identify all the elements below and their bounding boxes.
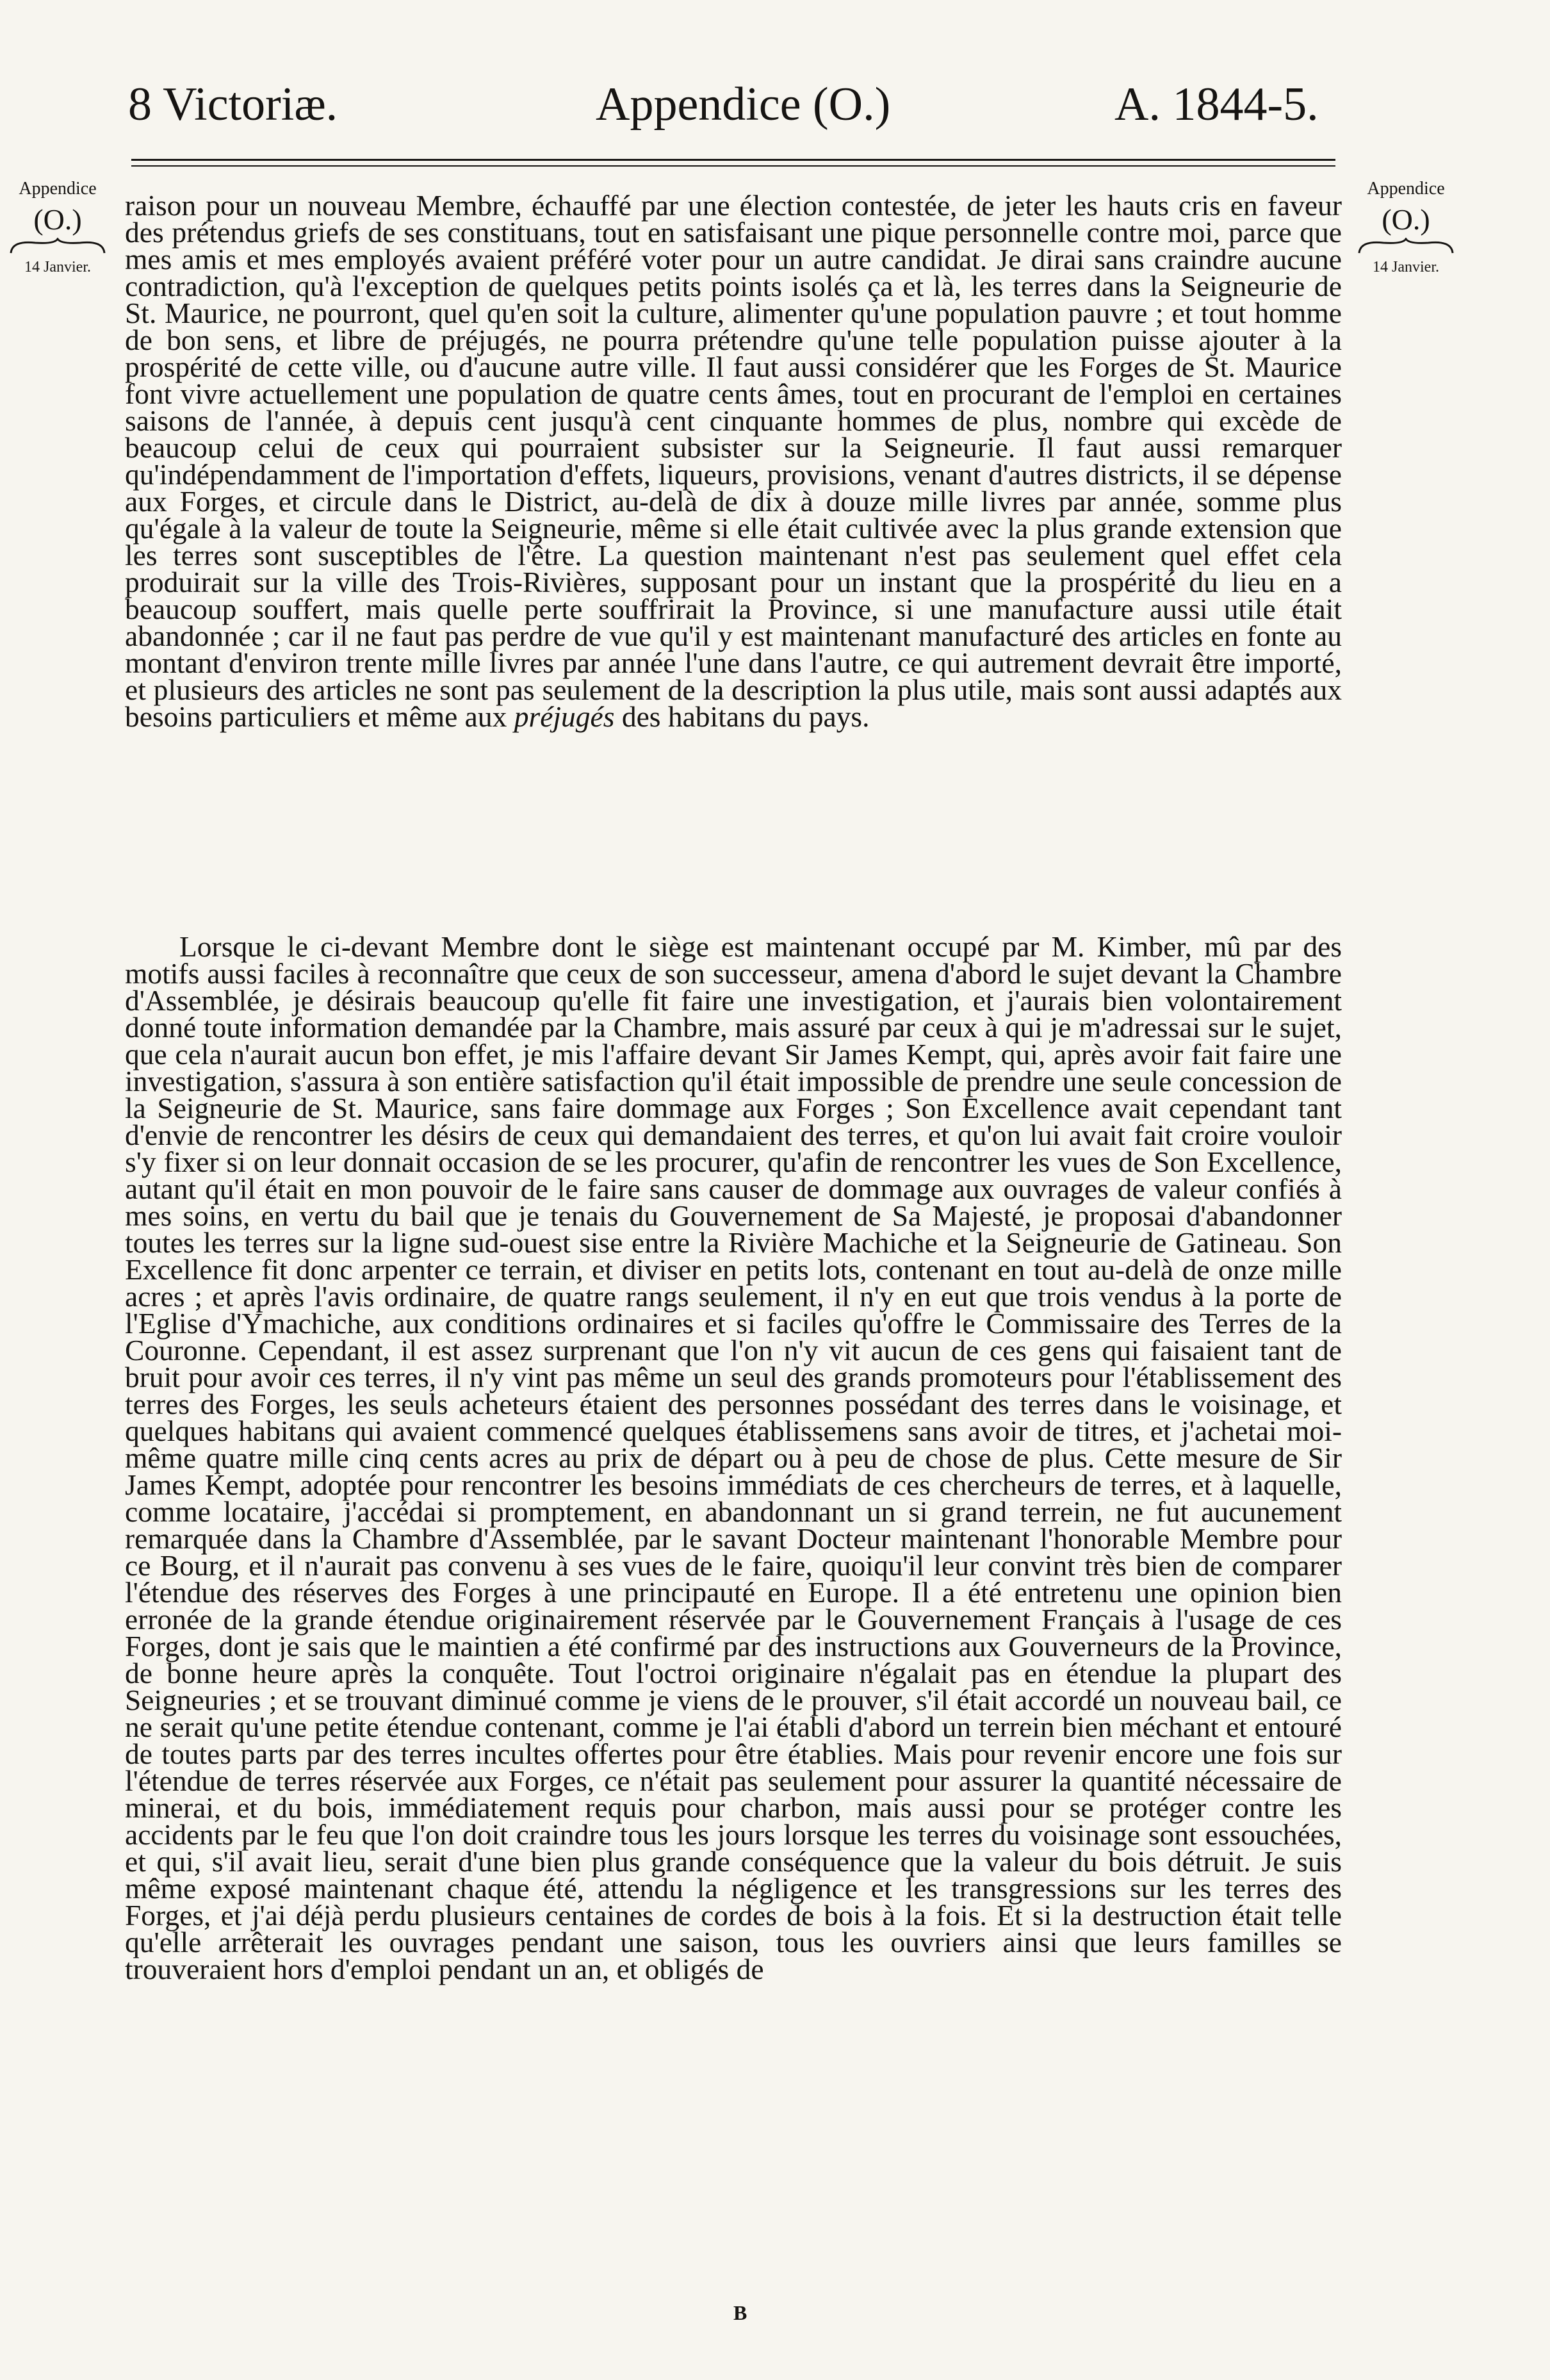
signature-mark: B <box>733 2301 747 2324</box>
paragraph-end: des habitans du pays. <box>614 700 870 733</box>
italic-word: préjugés <box>514 700 615 733</box>
header-title: Appendice (O.) <box>596 78 891 131</box>
header-rule-thin <box>131 165 1335 167</box>
margin-code: (O.) <box>1382 203 1430 236</box>
left-margin-note <box>3 176 112 280</box>
brace-icon <box>1358 238 1454 254</box>
header-session: 8 Victoriæ. <box>128 78 338 131</box>
header-year: A. 1844-5. <box>1114 78 1319 131</box>
brace-icon <box>10 238 106 254</box>
margin-code: (O.) <box>33 203 82 236</box>
running-header <box>0 69 1550 140</box>
right-margin-note <box>1348 176 1464 280</box>
paragraph-1 <box>125 189 1342 733</box>
margin-date: 14 Janvier. <box>1373 259 1439 275</box>
paragraph-text: Lorsque le ci-devant Membre dont le siège est maintenant occupé par M. Kimber, mû par des motifs aussi faciles à reconnaître que ceux de son successeur, amena d'abord le sujet devant la Chambre d'Assemblée, je désirais beaucoup qu'elle fit faire une investigation, et j'aurais bien volontairement donné toute information demandée par la Chambre, mais assuré par ceux à qui je m'adressai sur le sujet, que cela n'aurait aucun bon effet, je mis l'affaire devant Sir James Kempt, qui, après avoir fait faire une investigation, s'assura à son entière satisfaction qu'il était impossible de prendre une seule concession de la Seigneurie de St. Maurice, sans faire dommage aux Forges ; Son Excellence avait cependant tant d'envie de rencontrer les désirs de ceux qui demandaient des terres, et qu'on lui avait fait croire vouloir s'y fixer si on leur donnait occasion de se les procurer, qu'afin de rencontrer les vues de Son Excellence, autant qu'il était en mon pouvoir de le faire sans causer de dommage aux ouvrages de valeur confiés à mes soins, en vertu du bail que je tenais du Gouvernement de Sa Majesté, je proposai d'abandonner toutes les terres sur la ligne sud-ouest sise entre la Rivière Machiche et la Seigneurie de Gatineau. Son Excellence fit donc arpenter ce terrain, et diviser en petits lots, contenant en tout au-delà de onze mille acres ; et après l'avis ordinaire, de quatre rangs seulement, il n'y en eut que trois vendus à la porte de l'Eglise d'Ymachiche, aux conditions ordinaires et si faciles qu'offre le Commissaire des Terres de la Couronne. Cependant, il est assez surprenant que l'on n'y vit aucun de ces gens qui faisaient tant de bruit pour avoir ces terres, il n'y vint pas même un seul des grands promoteurs pour l'établissement des terres des Forges, les seuls acheteurs étaient des personnes possédant des terres dans le voisinage, et quelques habitans qui avaient commencé quelques établissemens sans avoir de titres, et j'achetai moi-même quatre mille cinq cents acres au prix de départ ou à peu de chose de plus. Cette mesure de Sir James Kempt, adoptée pour rencontrer les besoins immédiats de ces chercheurs de terres, et à laquelle, comme locataire, j'accédai si promptement, en abandonnant un si grand terrein, ne fut aucunement remarquée dans la Chambre d'Assemblée, par le savant Docteur maintenant l'honorable Membre pour ce Bourg, et il n'aurait pas convenu à ses vues de le faire, quoiqu'il leur convint très bien de comparer l'étendue des réserves des Forges à une principauté en Europe. Il a été entretenu une opinion bien erronée de la grande étendue originairement réservée par le Gouvernement Français à l'usage de ces Forges, dont je sais que le maintien a été confirmé par des instructions aux Gouverneurs de la Province, de bonne heure après la conquête. Tout l'octroi originaire n'égalait pas en étendue la plupart des Seigneuries ; et se trouvant diminué comme je viens de le prouver, s'il était accordé un nouveau bail, ce ne serait qu'une petite étendue contenant, comme je l'ai établi d'abord un terrein bien méchant et entouré de toutes parts par des terres incultes offertes pour être établies. Mais pour revenir encore une fois sur l'étendue de terres réservée aux Forges, ce n'était pas seulement pour assurer la quantité nécessaire de minerai, et du bois, immédiatement requis pour charbon, mais aussi pour se protéger contre les accidents par le feu que l'on doit craindre tous les jours lorsque les terres du voisinage sont essouchées, et qui, s'il avait lieu, serait d'une bien plus grande conséquence que la valeur du bois détruit. Je suis même exposé maintenant chaque été, attendu la négligence et les transgressions sur les terres des Forges, et j'ai déjà perdu plusieurs centaines de cordes de bois à la fois. Et si la destruction était telle qu'elle arrêterait les ouvrages pendant une saison, tous les ouvriers ainsi que leurs familles se trouveraient hors d'emploi pendant un an, et obligés de <box>125 930 1342 1985</box>
margin-label: Appendice <box>19 179 97 199</box>
paragraph-text: raison pour un nouveau Membre, échauffé par une élection contestée, de jeter les hauts cris en faveur des prétendus griefs de ses constituans, tout en satisfaisant une pique personnelle contre moi, parce que mes amis et mes employés avaient préféré voter pour un autre candidat. Je dirai sans craindre aucune contradiction, qu'à l'exception de quelques petits points isolés ça et là, les terres dans la Seigneurie de St. Maurice, ne pourront, quel qu'en soit la culture, alimenter qu'une population pauvre ; et tout homme de bon sens, et libre de préjugés, ne pourra prétendre qu'une telle population puisse ajouter à la prospérité de cette ville, ou d'aucune autre ville. Il faut aussi considérer que les Forges de St. Maurice font vivre actuellement une population de quatre cents âmes, tout en procurant de l'emploi en certaines saisons de l'année, à depuis cent jusqu'à cent cinquante hommes de plus, nombre qui excède de beaucoup celui de ceux qui pourraient subsister sur la Seigneurie. Il faut aussi remarquer qu'indépendamment de l'importation d'effets, liqueurs, provisions, venant d'autres districts, il se dépense aux Forges, et circule dans le District, au-delà de dix à douze mille livres par année, somme plus qu'égale à la valeur de toute la Seigneurie, même si elle était cultivée avec la plus grande extension que les terres sont susceptibles de l'être. La question maintenant n'est pas seulement quel effet cela produirait sur la ville des Trois-Rivières, supposant pour un instant que la prospérité du lieu en a beaucoup souffert, mais quelle perte souffrirait la Province, si une manufacture aussi utile était abandonnée ; car il ne faut pas perdre de vue qu'il y est maintenant manufacturé des articles en fonte au montant d'environ trente mille livres par année l'une dans l'autre, ce qui autrement devrait être importé, et plusieurs des articles ne sont pas seulement de la description la plus utile, mais sont aussi adaptés aux besoins particuliers et même aux <box>125 189 1342 733</box>
paragraph-2 <box>125 930 1342 1985</box>
header-rule <box>131 159 1335 161</box>
margin-date: 14 Janvier. <box>24 259 91 275</box>
margin-label: Appendice <box>1367 179 1445 199</box>
